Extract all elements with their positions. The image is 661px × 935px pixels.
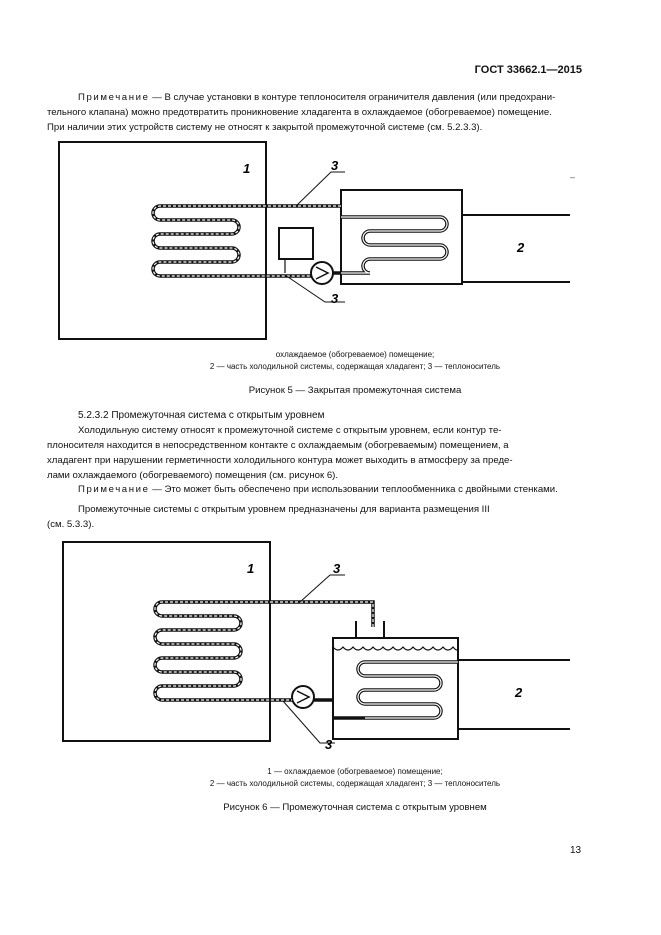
section-p1-line3: хладагент при нарушении герметичности холодильного контура может выходить в атмосферу за преде- — [47, 455, 513, 466]
figure-6-title: Рисунок 6 — Промежуточная система с открытым уровнем — [223, 802, 487, 813]
figure-6-caption-2: 2 — часть холодильной системы, содержащая хладагент; 3 — теплоноситель — [209, 779, 501, 788]
room-box — [63, 542, 270, 741]
margin-mark: – — [570, 172, 576, 182]
document-header: ГОСТ 33662.1—2015 — [474, 64, 582, 76]
note-2: Примечание — Это может быть обеспечено при использовании теплообменника с двойными стенками. — [78, 484, 558, 495]
label-room-1: 1 — [243, 161, 251, 176]
label-heat-carrier-3b: 3 — [325, 737, 333, 752]
open-level-wave — [333, 647, 458, 650]
section-p1-line4: лами охлаждаемого (обогреваемого) помещения (см. рисунок 6). — [47, 470, 339, 481]
para-2-line2: (см. 5.3.3). — [47, 519, 95, 530]
page-number: 13 — [570, 845, 582, 856]
note-1-line-1: В случае установки в контуре теплоносителя ограничителя давления (или предохрани- — [164, 92, 556, 103]
figure-5-title: Рисунок 5 — Закрытая промежуточная система — [248, 385, 462, 396]
label-heat-carrier-3a: 3 — [333, 561, 341, 576]
label-refrigeration-2: 2 — [517, 240, 525, 255]
note-2-text: Это может быть обеспечено при использовании теплообменника с двойными стенками. — [164, 484, 558, 495]
figure-5-diagram — [0, 130, 661, 350]
para-2-line1: Промежуточные системы с открытым уровнем предназначены для варианта размещения III — [78, 504, 490, 515]
pump-symbol — [292, 686, 314, 708]
figure-6-diagram — [0, 535, 661, 765]
control-box — [279, 228, 313, 259]
label-refrigeration-2: 2 — [515, 685, 523, 700]
note-1: Примечание — В случае установки в контуре теплоносителя ограничителя давления (или предохрани- — [78, 92, 556, 103]
note-1-line-3: При наличии этих устройств систему не относят к закрытой промежуточной системе (см. 5.2.3.3). — [47, 122, 483, 133]
figure-6-caption-1: 1 — охлаждаемое (обогреваемое) помещение; — [267, 767, 443, 776]
label-room-1: 1 — [247, 561, 255, 576]
refrigeration-box — [341, 190, 462, 284]
figure-5-caption-2: 2 — часть холодильной системы, содержащая хладагент; 3 — теплоноситель — [209, 362, 501, 371]
note-1-lead: Примечание — [78, 92, 150, 103]
section-p1-line2: плоносителя находится в непосредственном контакте с охлаждаемым (обогреваемым) помещением, а — [47, 440, 509, 451]
room-box — [59, 142, 266, 339]
section-heading: 5.2.3.2 Промежуточная система с открытым уровнем — [78, 410, 325, 421]
label-heat-carrier-3b: 3 — [331, 291, 339, 306]
note-2-lead: Примечание — [78, 484, 150, 495]
note-1-line-2: тельного клапана) можно предотвратить проникновение хладагента в охлаждаемое (обогреваемое) помещение. — [47, 107, 552, 118]
pump-symbol — [311, 262, 333, 284]
figure-5-caption-1: охлаждаемое (обогреваемое) помещение; — [275, 350, 435, 359]
label-heat-carrier-3a: 3 — [331, 158, 339, 173]
section-p1-line1: Холодильную систему относят к промежуточной системе с открытым уровнем, если контур те- — [78, 425, 502, 436]
